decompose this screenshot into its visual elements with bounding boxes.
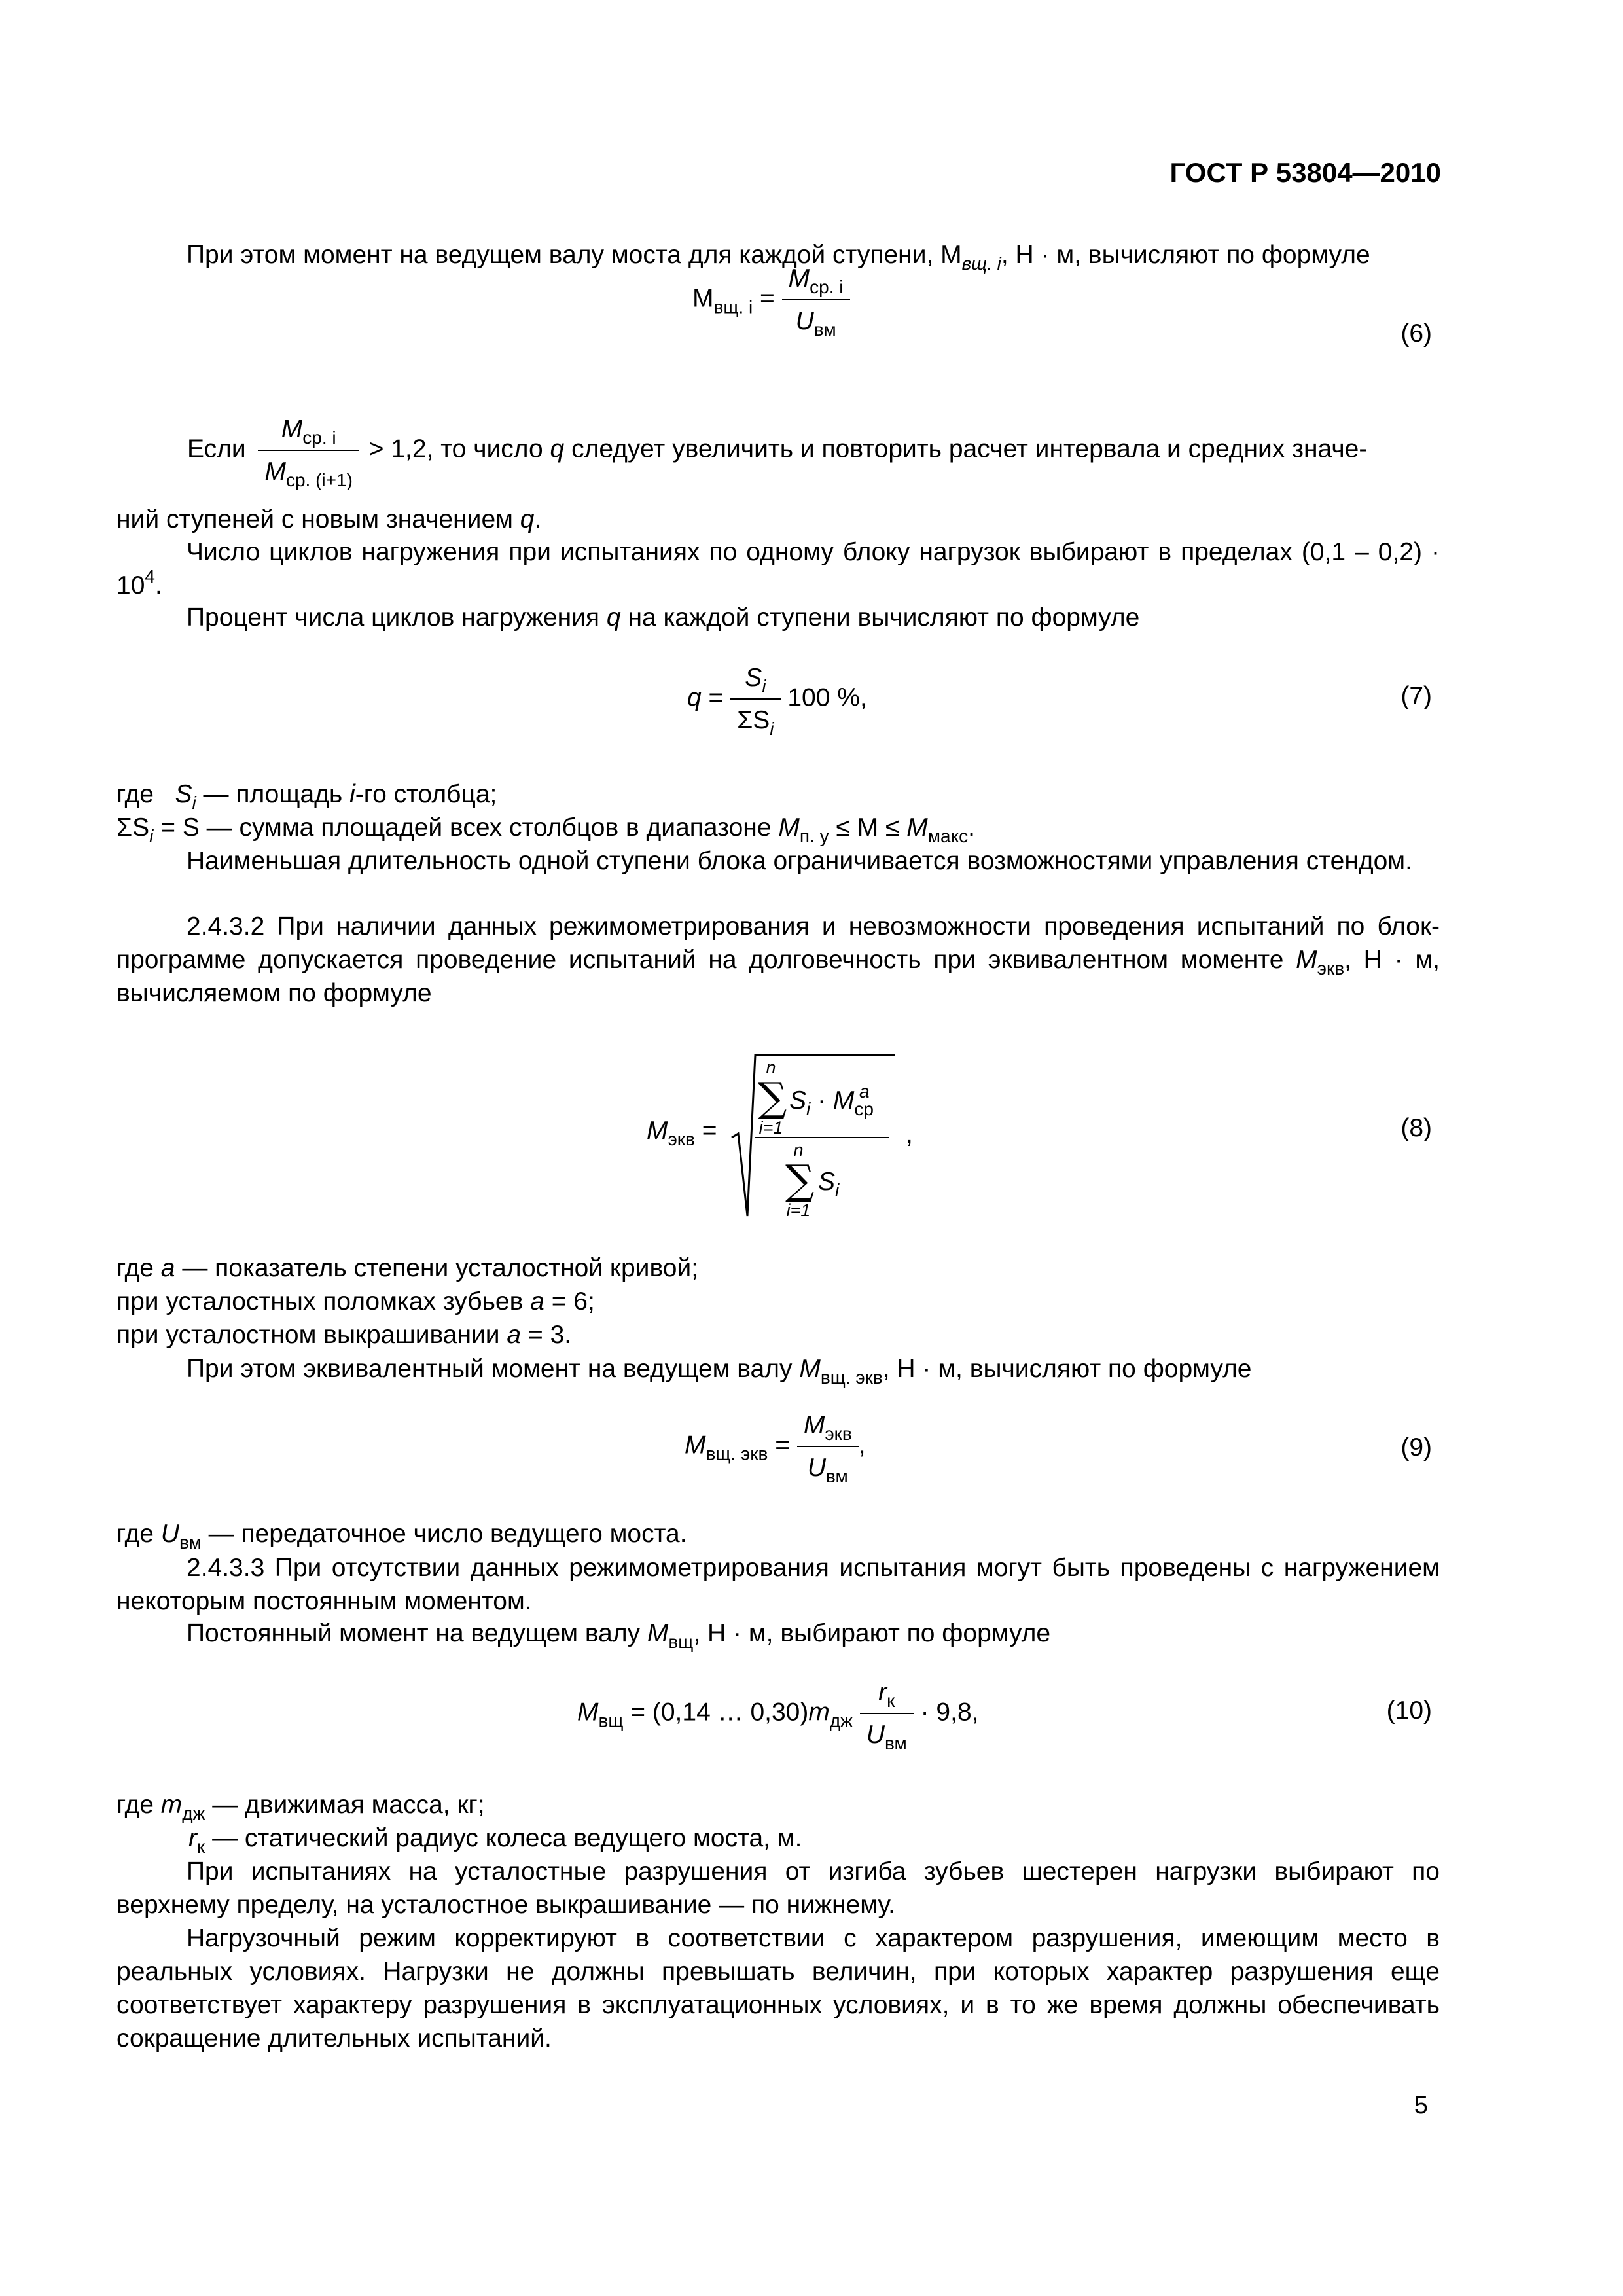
where-a-breakage: при усталостных поломках зубьев a = 6;: [116, 1287, 595, 1316]
where-u: где $U_{вм}$ — передаточное число ведущего моста.: [116, 1520, 687, 1552]
formula-10-number: (10): [1386, 1696, 1432, 1725]
formula-9: $M_{вщ. экв}$ = $\frac{M_{экв}}{U_{вм}}$ ,: [685, 1408, 866, 1484]
where-a-pitting: при усталостном выкрашивании a = 3.: [116, 1321, 572, 1349]
paragraph-cycles: Число циклов нагружения при испытаниях по одному блоку нагрузок выбирают в пределах $(0,1 - 0,2) \cdot 10^4$.: [116, 538, 1440, 600]
paragraph-ratio-condition: Если $\frac{M_{ср. i}}{M_{ср. (i+1)}}$ > 1,2, то число q следует увеличить и повторить расчет интервала и средних значе-: [187, 412, 1367, 488]
formula-6-number: (6): [1400, 319, 1432, 348]
radical-sign: [730, 1051, 901, 1221]
paragraph-2-4-3-2: 2.4.3.2 При наличии данных режимометрирования и невозможности проведения испытаний по блок-программе допускается проведение испытаний на долговечность при эквивалентном моменте $M_{экв}$, Н · м, вычисляемом по формуле: [116, 912, 1440, 1007]
formula-8-number: (8): [1400, 1114, 1432, 1142]
paragraph-constant-moment: Постоянный момент на ведущем валу $M_{вщ}$, Н · м, выбирают по формуле: [187, 1619, 1051, 1652]
sum-num: n ∑ i=1: [758, 1058, 787, 1138]
document-header: ГОСТ Р 53804—2010: [1169, 157, 1441, 188]
formula-7-number: (7): [1400, 682, 1432, 710]
paragraph-equivalent-moment: При этом эквивалентный момент на ведущем валу $M_{вщ. экв}$, Н · м, вычисляют по формуле: [187, 1355, 1252, 1388]
formula-6: $М_{вщ. i}$ = $\frac{M_{ср. i}}{U_{вм}}$: [692, 262, 850, 338]
where-m-dzh: где $m_{дж}$ — движимая масса, кг;: [116, 1791, 485, 1823]
where-r-k: $r_к$ — статический радиус колеса ведущего моста, м.: [188, 1824, 802, 1857]
formula-9-number: (9): [1400, 1433, 1432, 1462]
formula-8: $M_{экв}$ = n ∑ i=1 $S_i \cdot M_{ср}^a$ n ∑ i=1 $S_i$ ,: [647, 1051, 921, 1221]
formula-10: $M_{вщ} = (0,14$ … $0,30)m_{дж}$ $\frac{r_к}{U_{вм}}$ · 9,8,: [577, 1676, 978, 1751]
paragraph-ratio-condition-cont: ний ступеней с новым значением q.: [116, 505, 542, 533]
page-number: 5: [1414, 2092, 1428, 2119]
paragraph-load-mode: Нагрузочный режим корректируют в соответствии с характером разрушения, имеющим место в реальных условиях. Нагрузки не должны превышать величин, при которых характер разрушения еще соответствует характеру разрушения в эксплуатационных условиях, и в то же время должны обеспечивать сокращение длительных испытаний.: [116, 1924, 1440, 2053]
where-s-i: где $S_i$ — площадь i-го столбца;: [116, 780, 497, 813]
paragraph-2-4-3-3: 2.4.3.3 При отсутствии данных режимометрирования испытания могут быть проведены с нагружением некоторым постоянным моментом.: [116, 1554, 1440, 1615]
paragraph-min-duration: Наименьшая длительность одной ступени блока ограничивается возможностями управления стендом.: [187, 847, 1412, 875]
paragraph-fatigue-loads: При испытаниях на усталостные разрушения от изгиба зубьев шестерен нагрузки выбирают по верхнему пределу, на усталостное выкрашивание — по нижнему.: [116, 1857, 1440, 1919]
sum-den: n ∑ i=1: [785, 1140, 815, 1220]
paragraph-percent: Процент числа циклов нагружения q на каждой ступени вычисляют по формуле: [187, 603, 1140, 632]
where-a: где a — показатель степени усталостной кривой;: [116, 1254, 699, 1282]
paragraph-moment-step: При этом момент на ведущем валу моста для каждой ступени, $М_{вщ. i}$, Н · м, вычисляют по формуле: [187, 241, 1370, 274]
where-sum-s: $\Sigma S_i = S$ — сумма площадей всех столбцов в диапазоне $M_{п. у} \le M \le M_{макс}$.: [116, 814, 975, 846]
formula-7: q = $\frac{S_i}{\Sigma S_i}$ 100 %,: [687, 661, 867, 737]
